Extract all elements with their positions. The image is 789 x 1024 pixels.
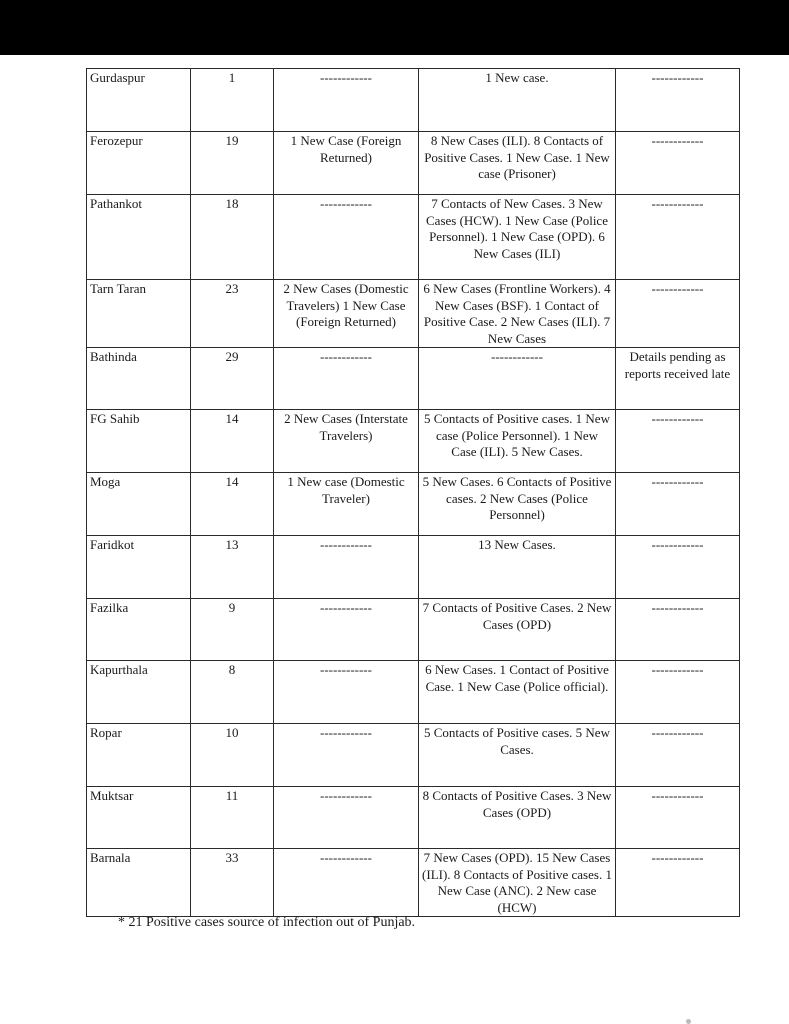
source-of-infection: 1 New Case (Foreign Returned) bbox=[274, 132, 419, 195]
table-row bbox=[87, 280, 740, 348]
case-details: 1 New case. bbox=[419, 69, 616, 132]
source-of-infection: ------------ bbox=[274, 787, 419, 849]
district-name: Barnala bbox=[87, 849, 191, 917]
table-row bbox=[87, 599, 740, 661]
case-details: 5 Contacts of Positive cases. 1 New case (Police Personnel). 1 New Case (ILI). 5 New Cases. bbox=[419, 410, 616, 473]
table-row bbox=[87, 724, 740, 787]
remarks: ------------ bbox=[616, 849, 740, 917]
source-of-infection: ------------ bbox=[274, 599, 419, 661]
table-row bbox=[87, 473, 740, 536]
case-details: 6 New Cases (Frontline Workers). 4 New Cases (BSF). 1 Contact of Positive Case. 2 New Cases (ILI). 7 New Cases bbox=[419, 280, 616, 348]
table-row bbox=[87, 348, 740, 410]
table-row bbox=[87, 536, 740, 599]
remarks: ------------ bbox=[616, 280, 740, 348]
case-count: 19 bbox=[191, 132, 274, 195]
source-of-infection: ------------ bbox=[274, 724, 419, 787]
source-of-infection: 2 New Cases (Interstate Travelers) bbox=[274, 410, 419, 473]
district-name: Kapurthala bbox=[87, 661, 191, 724]
remarks: ------------ bbox=[616, 599, 740, 661]
source-of-infection: ------------ bbox=[274, 69, 419, 132]
case-count: 29 bbox=[191, 348, 274, 410]
case-count: 1 bbox=[191, 69, 274, 132]
source-of-infection: ------------ bbox=[274, 348, 419, 410]
top-black-bar bbox=[0, 0, 789, 55]
remarks: Details pending as reports received late bbox=[616, 348, 740, 410]
footnote: * 21 Positive cases source of infection out of Punjab. bbox=[118, 915, 416, 930]
district-name: Moga bbox=[87, 473, 191, 536]
district-name: Ropar bbox=[87, 724, 191, 787]
case-details: 7 Contacts of Positive Cases. 2 New Cases (OPD) bbox=[419, 599, 616, 661]
case-details: 6 New Cases. 1 Contact of Positive Case. 1 New Case (Police official). bbox=[419, 661, 616, 724]
district-name: Tarn Taran bbox=[87, 280, 191, 348]
case-details: 13 New Cases. bbox=[419, 536, 616, 599]
table-row bbox=[87, 69, 740, 132]
remarks: ------------ bbox=[616, 473, 740, 536]
table-row bbox=[87, 132, 740, 195]
case-count: 18 bbox=[191, 195, 274, 280]
case-count: 14 bbox=[191, 410, 274, 473]
district-name: Pathankot bbox=[87, 195, 191, 280]
district-name: Fazilka bbox=[87, 599, 191, 661]
case-count: 8 bbox=[191, 661, 274, 724]
remarks: ------------ bbox=[616, 195, 740, 280]
remarks: ------------ bbox=[616, 724, 740, 787]
remarks: ------------ bbox=[616, 661, 740, 724]
source-of-infection: 1 New case (Domestic Traveler) bbox=[274, 473, 419, 536]
remarks: ------------ bbox=[616, 410, 740, 473]
case-details: 7 Contacts of New Cases. 3 New Cases (HCW). 1 New Case (Police Personnel). 1 New Case (OPD). 6 New Cases (ILI) bbox=[419, 195, 616, 280]
table-row bbox=[87, 787, 740, 849]
source-of-infection: ------------ bbox=[274, 849, 419, 917]
district-name: FG Sahib bbox=[87, 410, 191, 473]
remarks: ------------ bbox=[616, 787, 740, 849]
case-details: 8 Contacts of Positive Cases. 3 New Cases (OPD) bbox=[419, 787, 616, 849]
source-of-infection: ------------ bbox=[274, 661, 419, 724]
case-count: 14 bbox=[191, 473, 274, 536]
district-cases-table bbox=[86, 68, 740, 917]
page-corner-mark bbox=[686, 1019, 691, 1024]
case-details: 5 New Cases. 6 Contacts of Positive cases. 2 New Cases (Police Personnel) bbox=[419, 473, 616, 536]
district-name: Gurdaspur bbox=[87, 69, 191, 132]
case-details: ------------ bbox=[419, 348, 616, 410]
case-count: 10 bbox=[191, 724, 274, 787]
table-row bbox=[87, 849, 740, 917]
remarks: ------------ bbox=[616, 69, 740, 132]
district-name: Bathinda bbox=[87, 348, 191, 410]
district-name: Ferozepur bbox=[87, 132, 191, 195]
table-row bbox=[87, 661, 740, 724]
source-of-infection: 2 New Cases (Domestic Travelers) 1 New Case (Foreign Returned) bbox=[274, 280, 419, 348]
district-name: Muktsar bbox=[87, 787, 191, 849]
source-of-infection: ------------ bbox=[274, 195, 419, 280]
case-count: 23 bbox=[191, 280, 274, 348]
case-count: 13 bbox=[191, 536, 274, 599]
district-name: Faridkot bbox=[87, 536, 191, 599]
table-row bbox=[87, 195, 740, 280]
table-row bbox=[87, 410, 740, 473]
source-of-infection: ------------ bbox=[274, 536, 419, 599]
case-count: 11 bbox=[191, 787, 274, 849]
case-count: 33 bbox=[191, 849, 274, 917]
case-details: 7 New Cases (OPD). 15 New Cases (ILI). 8 Contacts of Positive cases. 1 New Case (ANC). 2 New case (HCW) bbox=[419, 849, 616, 917]
remarks: ------------ bbox=[616, 536, 740, 599]
case-details: 5 Contacts of Positive cases. 5 New Cases. bbox=[419, 724, 616, 787]
case-count: 9 bbox=[191, 599, 274, 661]
remarks: ------------ bbox=[616, 132, 740, 195]
case-details: 8 New Cases (ILI). 8 Contacts of Positive Cases. 1 New Case. 1 New case (Prisoner) bbox=[419, 132, 616, 195]
